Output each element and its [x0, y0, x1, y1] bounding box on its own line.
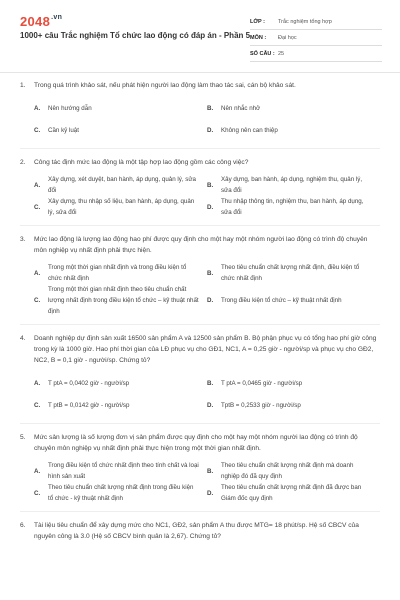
option-letter: D.: [207, 126, 214, 134]
option-text: Trong điều kiện tổ chức – kỹ thuật nhất định: [221, 297, 342, 304]
question-divider: [20, 423, 380, 424]
answer-option[interactable]: [207, 174, 380, 196]
answer-option[interactable]: [207, 372, 380, 394]
option-text: Theo tiêu chuẩn chất lượng nhất định trong điều kiện tổ chức - kỹ thuật nhất định: [48, 484, 194, 502]
meta-key: MÔN :: [250, 34, 267, 41]
option-text: Trong một thời gian nhất định theo tiêu chuẩn chất lượng nhất định trong điều kiện tổ chức – kỹ thuật nhất định: [48, 286, 199, 315]
logo-domain: .vn: [51, 14, 63, 21]
question-text: [20, 432, 380, 454]
option-letter: C.: [34, 203, 41, 211]
answer-option[interactable]: [207, 284, 380, 317]
question-item: [0, 157, 400, 226]
answer-option[interactable]: [34, 119, 207, 141]
answer-option[interactable]: [34, 460, 207, 482]
option-letter: C.: [34, 126, 41, 134]
question-item: [0, 520, 400, 542]
answer-option[interactable]: [207, 482, 380, 504]
page-header: [0, 0, 400, 70]
answer-option[interactable]: [207, 97, 380, 119]
question-divider: [20, 148, 380, 149]
option-letter: B.: [207, 467, 214, 475]
option-letter: C.: [34, 297, 41, 304]
question-body: Doanh nghiệp dự định sản xuất 16500 sản phẩm A và 12500 sản phẩm B. Bộ phận phục vụ có tổng hao phí giờ công trong kỳ là 1000 giờ. Hao phí thời gian của LĐ phục vụ cho GĐ1, NC1, A = 0,25 giờ - người/sp và phục vụ cho GĐ2, NC2, B = 0,1 giờ - người/sp. Chứng tỏ?: [34, 335, 377, 364]
meta-table: [250, 14, 382, 62]
option-letter: D.: [207, 297, 214, 304]
option-letter: A.: [34, 181, 41, 189]
question-number: 4.: [20, 335, 26, 342]
option-text: Xây dựng, ban hành, áp dụng, nghiệm thu, quản lý, sửa đổi: [221, 176, 363, 194]
question-number: 5.: [20, 434, 26, 441]
option-letter: A.: [34, 379, 41, 387]
option-letter: A.: [34, 269, 41, 277]
answer-options: [34, 262, 380, 317]
meta-key: LỚP :: [250, 18, 265, 25]
answer-options: [34, 460, 380, 504]
answer-option[interactable]: [207, 119, 380, 141]
option-letter: D.: [207, 203, 214, 211]
option-text: Trong điều kiện tổ chức nhất định theo tính chất và loại hình sản xuất: [48, 462, 199, 480]
option-letter: D.: [207, 489, 214, 497]
option-letter: C.: [34, 489, 41, 497]
meta-row-count: [250, 46, 382, 62]
option-text: Cần kỷ luật: [48, 126, 79, 134]
question-number: 1.: [20, 82, 26, 89]
meta-row-subject: [250, 30, 382, 46]
question-number: 6.: [20, 522, 26, 529]
document-title: 1000+ câu Trắc nghiệm Tổ chức lao động có đáp án - Phần 5: [20, 31, 251, 40]
question-text: [20, 234, 380, 256]
option-letter: B.: [207, 379, 214, 387]
answer-option[interactable]: [34, 174, 207, 196]
option-letter: B.: [207, 104, 214, 112]
answer-option[interactable]: [34, 372, 207, 394]
answer-option[interactable]: [207, 460, 380, 482]
option-text: Thu nhập thông tin, nghiệm thu, ban hành, áp dụng, sửa đổi: [221, 198, 364, 216]
answer-option[interactable]: [34, 394, 207, 416]
option-letter: B.: [207, 181, 214, 189]
question-item: [0, 80, 400, 149]
option-text: Trong một thời gian nhất định và trong điều kiện tổ chức nhất định: [48, 264, 187, 282]
option-text: Không nên can thiệp: [221, 126, 278, 134]
option-letter: A.: [34, 104, 41, 112]
option-text: Theo tiêu chuẩn chất lượng nhất định, điều kiện tổ chức nhất định: [221, 264, 360, 282]
question-body: Trong quá trình khảo sát, nếu phát hiện người lao động làm thao tác sai, cán bộ khảo sát.: [34, 82, 296, 89]
logo-number: 2048: [20, 14, 51, 29]
question-body: Công tác định mức lao động là một tập hợp lao động gồm các công việc?: [34, 159, 249, 166]
question-list: [0, 80, 400, 542]
question-number: 2.: [20, 159, 26, 166]
question-text: [20, 520, 380, 542]
question-body: Tài liệu tiêu chuẩn để xây dựng mức cho NC1, GĐ2, sản phẩm A thu được MTG= 18 phút/sp. Hệ số CBCV của nguyên công là 3.0 (Hệ số CBCV bình quân là 2,67). Chứng tỏ?: [34, 522, 359, 540]
question-divider: [20, 324, 380, 325]
answer-option[interactable]: [207, 196, 380, 218]
site-logo[interactable]: [20, 14, 62, 29]
option-text: Theo tiêu chuẩn chất lượng nhất định mà doanh nghiệp đó đã quy định: [221, 462, 354, 480]
question-body: Mức lao động là lượng lao động hao phí được quy định cho một hay một nhóm người lao động có trình độ chuyên môn nghiệp vụ nhất định phải thực hiện.: [34, 236, 368, 254]
answer-option[interactable]: [34, 196, 207, 218]
answer-options: [34, 372, 380, 416]
meta-key: SỐ CÂU :: [250, 50, 275, 57]
answer-option[interactable]: [34, 262, 207, 284]
header-divider: [0, 72, 400, 73]
answer-option[interactable]: [34, 97, 207, 119]
answer-options: [34, 97, 380, 141]
option-text: Xây dựng, xét duyệt, ban hành, áp dụng, quản lý, sửa đổi: [48, 176, 196, 194]
option-text: Nên nhắc nhở: [221, 104, 261, 112]
question-body: Mức sản lượng là số lượng đơn vị sản phẩm được quy định cho một hay một nhóm người lao động có trình độ chuyên môn nghiệp vụ nhất định phải thực hiện trong một thời gian nhất định.: [34, 434, 358, 452]
meta-value: Trắc nghiệm tổng hợp: [278, 18, 332, 25]
option-letter: C.: [34, 401, 41, 409]
question-divider: [20, 225, 380, 226]
option-text: Theo tiêu chuẩn chất lượng nhất định đã được ban Giám đốc quy định: [221, 484, 362, 502]
option-text: T ptB = 0,0142 giờ - người/sp: [48, 401, 130, 409]
option-letter: B.: [207, 269, 214, 277]
option-letter: A.: [34, 467, 41, 475]
question-text: [20, 80, 380, 91]
option-text: TptB = 0,2533 giờ - người/sp: [221, 401, 301, 409]
question-text: [20, 157, 380, 168]
answer-option[interactable]: [207, 394, 380, 416]
meta-value: 25: [278, 50, 285, 57]
option-text: Xây dựng, thu nhập số liệu, ban hành, áp dụng, quản lý, sửa đổi: [48, 198, 195, 216]
answer-option[interactable]: [34, 284, 207, 317]
question-number: 3.: [20, 236, 26, 243]
option-text: Nên hướng dẫn: [48, 104, 92, 112]
question-item: [0, 333, 400, 424]
option-text: T ptA = 0,0402 giờ - người/sp: [48, 379, 130, 387]
answer-options: [34, 174, 380, 218]
option-text: T ptA = 0,0465 giờ - người/sp: [221, 379, 303, 387]
question-text: [20, 333, 380, 366]
answer-option[interactable]: [34, 482, 207, 504]
meta-value: Đại học: [278, 34, 297, 41]
question-divider: [20, 511, 380, 512]
question-item: [0, 432, 400, 512]
answer-option[interactable]: [207, 262, 380, 284]
option-letter: D.: [207, 401, 214, 409]
meta-row-class: [250, 14, 382, 30]
question-item: [0, 234, 400, 325]
